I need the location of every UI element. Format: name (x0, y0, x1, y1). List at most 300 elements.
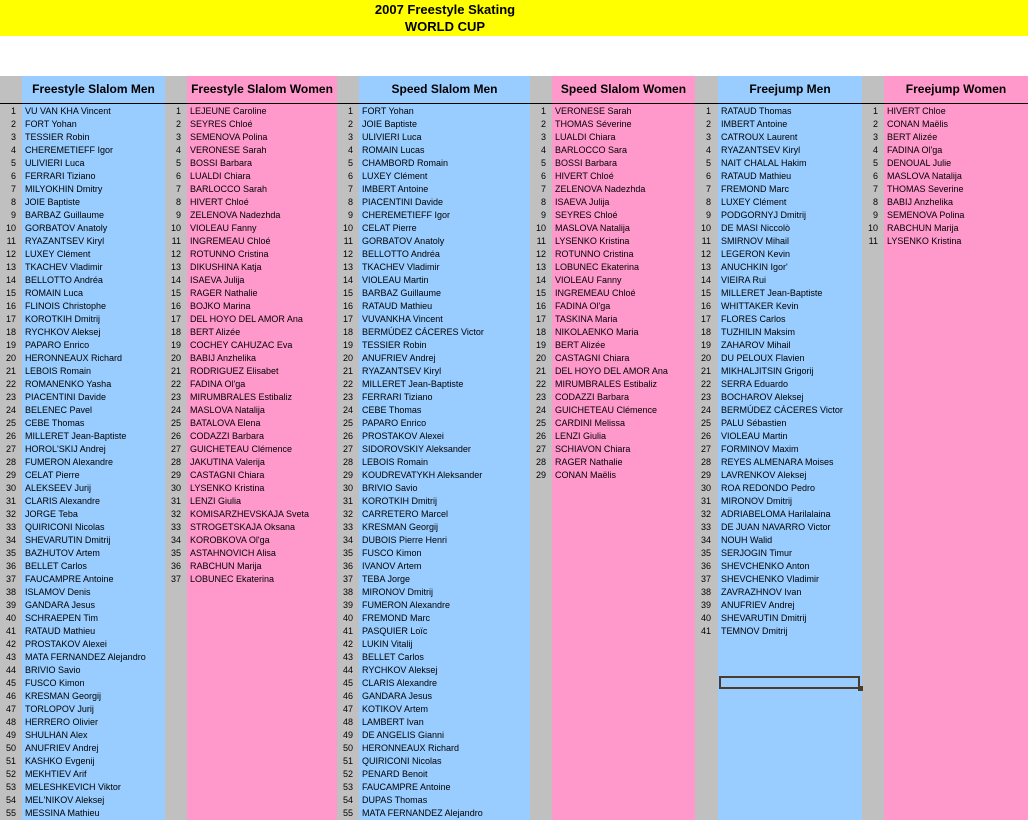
rank-number[interactable]: 43 (5, 652, 16, 662)
rank-number[interactable]: 7 (10, 184, 16, 194)
rank-number[interactable]: 4 (10, 145, 16, 155)
rank-number[interactable]: 21 (170, 366, 181, 376)
rank-number[interactable]: 8 (175, 197, 181, 207)
rank-number[interactable]: 31 (5, 496, 16, 506)
rank-number[interactable]: 49 (342, 730, 353, 740)
column-header[interactable]: Speed Slalom Men (391, 82, 498, 96)
athlete-name[interactable]: ISAEVA Julija (190, 275, 245, 285)
rank-number[interactable]: 4 (705, 145, 711, 155)
athlete-name[interactable]: BELLET Carlos (362, 652, 424, 662)
athlete-name[interactable]: RAGER Nathalie (555, 457, 623, 467)
athlete-name[interactable]: ULIVIERI Luca (25, 158, 85, 168)
rank-number[interactable]: 3 (347, 132, 353, 142)
rank-number[interactable]: 24 (535, 405, 546, 415)
athlete-name[interactable]: COCHEY CAHUZAC Eva (190, 340, 293, 350)
athlete-name[interactable]: VIOLEAU Martin (362, 275, 429, 285)
athlete-name[interactable]: MILLERET Jean-Baptiste (25, 431, 127, 441)
athlete-name[interactable]: RODRIGUEZ Elisabet (190, 366, 279, 376)
athlete-name[interactable]: CONAN Maëlis (887, 119, 949, 129)
athlete-name[interactable]: TEBA Jorge (362, 574, 411, 584)
athlete-name[interactable]: FAUCAMPRE Antoine (362, 782, 451, 792)
athlete-name[interactable]: ZELENOVA Nadezhda (190, 210, 281, 220)
athlete-name[interactable]: FREMOND Marc (362, 613, 430, 623)
rank-number[interactable]: 41 (342, 626, 353, 636)
rank-number[interactable]: 2 (705, 119, 711, 129)
rank-number[interactable]: 11 (343, 236, 353, 246)
rank-number[interactable]: 17 (5, 314, 16, 324)
rank-number[interactable]: 32 (5, 509, 16, 519)
rank-number[interactable]: 14 (342, 275, 353, 285)
athlete-name[interactable]: FORT Yohan (25, 119, 77, 129)
athlete-name[interactable]: DEL HOYO DEL AMOR Ana (190, 314, 303, 324)
rank-number[interactable]: 37 (342, 574, 353, 584)
athlete-name[interactable]: IMBERT Antoine (721, 119, 788, 129)
rank-number[interactable]: 18 (5, 327, 16, 337)
athlete-name[interactable]: VERONESE Sarah (555, 106, 632, 116)
athlete-name[interactable]: TESSIER Robin (362, 340, 427, 350)
athlete-name[interactable]: RYAZANTSEV Kiryl (721, 145, 801, 155)
athlete-name[interactable]: DENOUAL Julie (887, 158, 952, 168)
rank-number[interactable]: 10 (5, 223, 16, 233)
athlete-name[interactable]: LYSENKO Kristina (190, 483, 265, 493)
rank-number[interactable]: 26 (700, 431, 711, 441)
athlete-name[interactable]: ROMANENKO Yasha (25, 379, 112, 389)
athlete-name[interactable]: DE ANGELIS Gianni (362, 730, 445, 740)
athlete-name[interactable]: ADRIABELOMA Harilalaina (721, 509, 831, 519)
rank-number[interactable]: 38 (342, 587, 353, 597)
rank-number[interactable]: 22 (170, 379, 181, 389)
athlete-name[interactable]: CLARIS Alexandre (25, 496, 101, 506)
rank-number[interactable]: 2 (175, 119, 181, 129)
athlete-name[interactable]: RATAUD Thomas (721, 106, 792, 116)
athlete-name[interactable]: ROTUNNO Cristina (555, 249, 634, 259)
athlete-name[interactable]: FORT Yohan (362, 106, 414, 116)
athlete-name[interactable]: LOBUNEC Ekaterina (555, 262, 640, 272)
rank-number[interactable]: 31 (170, 496, 181, 506)
athlete-name[interactable]: FLORES Carlos (721, 314, 786, 324)
athlete-name[interactable]: LUALDI Chiara (555, 132, 616, 142)
athlete-name[interactable]: LAMBERT Ivan (362, 717, 424, 727)
athlete-name[interactable]: CELAT Pierre (25, 470, 80, 480)
rank-number[interactable]: 6 (872, 171, 878, 181)
athlete-name[interactable]: DUPAS Thomas (362, 795, 428, 805)
athlete-name[interactable]: RABCHUN Marija (190, 561, 262, 571)
rank-number[interactable]: 15 (5, 288, 16, 298)
rank-number[interactable]: 12 (700, 249, 711, 259)
athlete-name[interactable]: JOIE Baptiste (362, 119, 418, 129)
rank-number[interactable]: 14 (535, 275, 546, 285)
rank-number[interactable]: 14 (5, 275, 16, 285)
rank-number[interactable]: 23 (342, 392, 353, 402)
athlete-name[interactable]: NAIT CHALAL Hakim (721, 158, 807, 168)
rank-number[interactable]: 6 (705, 171, 711, 181)
athlete-name[interactable]: VU VAN KHA Vincent (25, 106, 111, 116)
athlete-name[interactable]: TKACHEV Vladimir (25, 262, 103, 272)
rank-number[interactable]: 24 (5, 405, 16, 415)
rank-number[interactable]: 16 (5, 301, 16, 311)
athlete-name[interactable]: ANUCHKIN Igor' (721, 262, 788, 272)
rank-number[interactable]: 33 (170, 522, 181, 532)
rank-number[interactable]: 19 (342, 340, 353, 350)
athlete-name[interactable]: NOUH Walid (721, 535, 773, 545)
athlete-name[interactable]: ROTUNNO Cristina (190, 249, 269, 259)
rank-number[interactable]: 24 (170, 405, 181, 415)
athlete-name[interactable]: VIOLEAU Martin (721, 431, 788, 441)
athlete-name[interactable]: LUALDI Chiara (190, 171, 251, 181)
athlete-name[interactable]: HIVERT Chloe (887, 106, 946, 116)
rank-number[interactable]: 55 (342, 808, 353, 818)
rank-number[interactable]: 12 (535, 249, 546, 259)
rank-number[interactable]: 18 (170, 327, 181, 337)
rank-number[interactable]: 28 (5, 457, 16, 467)
athlete-name[interactable]: KOROBKOVA Ol'ga (190, 535, 270, 545)
rank-number[interactable]: 20 (170, 353, 181, 363)
rank-number[interactable]: 11 (6, 236, 16, 246)
athlete-name[interactable]: SHEVARUTIN Dmitrij (721, 613, 807, 623)
athlete-name[interactable]: LEBOIS Romain (25, 366, 92, 376)
rank-number[interactable]: 39 (700, 600, 711, 610)
athlete-name[interactable]: QUIRICONI Nicolas (25, 522, 105, 532)
rank-number[interactable]: 27 (170, 444, 181, 454)
athlete-name[interactable]: SERRA Eduardo (721, 379, 789, 389)
rank-number[interactable]: 49 (5, 730, 16, 740)
rank-number[interactable]: 55 (5, 808, 16, 818)
rank-number[interactable]: 5 (705, 158, 711, 168)
athlete-name[interactable]: BABIJ Anzhelika (190, 353, 257, 363)
rank-number[interactable]: 29 (342, 470, 353, 480)
athlete-name[interactable]: DE MASI Niccolò (721, 223, 791, 233)
rank-number[interactable]: 25 (700, 418, 711, 428)
rank-number[interactable]: 32 (700, 509, 711, 519)
rank-number[interactable]: 21 (342, 366, 353, 376)
rank-number[interactable]: 1 (872, 106, 878, 116)
athlete-name[interactable]: CELAT Pierre (362, 223, 417, 233)
athlete-name[interactable]: HOROL'SKIJ Andrej (25, 444, 106, 454)
athlete-name[interactable]: CASTAGNI Chiara (190, 470, 265, 480)
rank-number[interactable]: 31 (342, 496, 353, 506)
rank-number[interactable]: 11 (701, 236, 711, 246)
rank-number[interactable]: 45 (342, 678, 353, 688)
athlete-name[interactable]: LUXEY Clément (721, 197, 787, 207)
athlete-name[interactable]: JORGE Teba (25, 509, 78, 519)
athlete-name[interactable]: PAPARO Enrico (25, 340, 90, 350)
athlete-name[interactable]: SMIRNOV Mihail (721, 236, 790, 246)
rank-number[interactable]: 29 (535, 470, 546, 480)
rank-number[interactable]: 39 (342, 600, 353, 610)
athlete-name[interactable]: FADINA Ol'ga (887, 145, 943, 155)
rank-number[interactable]: 33 (342, 522, 353, 532)
rank-number[interactable]: 47 (5, 704, 16, 714)
athlete-name[interactable]: VIEIRA Rui (721, 275, 767, 285)
athlete-name[interactable]: CARDINI Melissa (555, 418, 626, 428)
athlete-name[interactable]: BERT Alizée (190, 327, 241, 337)
athlete-name[interactable]: LEGERON Kevin (721, 249, 791, 259)
rank-number[interactable]: 1 (175, 106, 181, 116)
rank-number[interactable]: 22 (5, 379, 16, 389)
athlete-name[interactable]: MEL'NIKOV Aleksej (25, 795, 105, 805)
rank-number[interactable]: 36 (342, 561, 353, 571)
rank-number[interactable]: 7 (872, 184, 878, 194)
athlete-name[interactable]: TORLOPOV Jurij (25, 704, 94, 714)
athlete-name[interactable]: BERMÚDEZ CÁCERES Victor (362, 327, 484, 337)
rank-number[interactable]: 9 (10, 210, 16, 220)
rank-number[interactable]: 36 (170, 561, 181, 571)
athlete-name[interactable]: BELLOTTO Andréa (362, 249, 440, 259)
athlete-name[interactable]: BRIVIO Savio (25, 665, 81, 675)
athlete-name[interactable]: VERONESE Sarah (190, 145, 267, 155)
rank-number[interactable]: 40 (342, 613, 353, 623)
athlete-name[interactable]: CODAZZI Barbara (555, 392, 630, 402)
rank-number[interactable]: 14 (170, 275, 181, 285)
athlete-name[interactable]: BELENEC Pavel (25, 405, 93, 415)
column-header[interactable]: Speed Slalom Women (560, 82, 687, 96)
athlete-name[interactable]: RAGER Nathalie (190, 288, 258, 298)
rank-number[interactable]: 6 (540, 171, 546, 181)
rank-number[interactable]: 26 (535, 431, 546, 441)
athlete-name[interactable]: ULIVIERI Luca (362, 132, 422, 142)
athlete-name[interactable]: THOMAS Séverine (555, 119, 632, 129)
rank-number[interactable]: 16 (535, 301, 546, 311)
rank-number[interactable]: 10 (700, 223, 711, 233)
athlete-name[interactable]: LUXEY Clément (25, 249, 91, 259)
rank-number[interactable]: 10 (342, 223, 353, 233)
rank-number[interactable]: 8 (872, 197, 878, 207)
athlete-name[interactable]: FORMINOV Maxim (721, 444, 799, 454)
athlete-name[interactable]: VIOLEAU Fanny (190, 223, 257, 233)
rank-number[interactable]: 2 (10, 119, 16, 129)
rank-number[interactable]: 25 (5, 418, 16, 428)
rank-number[interactable]: 17 (700, 314, 711, 324)
athlete-name[interactable]: BOCHAROV Aleksej (721, 392, 804, 402)
rank-number[interactable]: 28 (342, 457, 353, 467)
athlete-name[interactable]: BERMÚDEZ CÁCERES Victor (721, 405, 843, 415)
athlete-name[interactable]: QUIRICONI Nicolas (362, 756, 442, 766)
athlete-name[interactable]: ASTAHNOVICH Alisa (190, 548, 276, 558)
athlete-name[interactable]: PROSTAKOV Alexei (362, 431, 444, 441)
rank-number[interactable]: 8 (347, 197, 353, 207)
rank-number[interactable]: 5 (872, 158, 878, 168)
athlete-name[interactable]: KOMISARZHEVSKAJA Sveta (190, 509, 310, 519)
athlete-name[interactable]: BOSSI Barbara (555, 158, 618, 168)
rank-number[interactable]: 25 (170, 418, 181, 428)
athlete-name[interactable]: FUSCO Kimon (362, 548, 422, 558)
rank-number[interactable]: 32 (342, 509, 353, 519)
athlete-name[interactable]: BARLOCCO Sara (555, 145, 628, 155)
athlete-name[interactable]: PALU Sébastien (721, 418, 787, 428)
athlete-name[interactable]: MIKHALJITSIN Grigorij (721, 366, 814, 376)
rank-number[interactable]: 29 (700, 470, 711, 480)
rank-number[interactable]: 9 (540, 210, 546, 220)
athlete-name[interactable]: MASLOVA Natalija (887, 171, 962, 181)
athlete-name[interactable]: BAZHUTOV Artem (25, 548, 100, 558)
rank-number[interactable]: 20 (535, 353, 546, 363)
rank-number[interactable]: 25 (535, 418, 546, 428)
athlete-name[interactable]: ANUFRIEV Andrej (25, 743, 99, 753)
athlete-name[interactable]: BRIVIO Savio (362, 483, 418, 493)
rank-number[interactable]: 4 (872, 145, 878, 155)
athlete-name[interactable]: FAUCAMPRE Antoine (25, 574, 114, 584)
athlete-name[interactable]: GUICHETEAU Clémence (190, 444, 293, 454)
athlete-name[interactable]: BABIJ Anzhelika (887, 197, 954, 207)
rank-number[interactable]: 32 (170, 509, 181, 519)
athlete-name[interactable]: SIDOROVSKIY Aleksander (362, 444, 471, 454)
rank-number[interactable]: 7 (705, 184, 711, 194)
rank-number[interactable]: 6 (347, 171, 353, 181)
rank-number[interactable]: 25 (342, 418, 353, 428)
athlete-name[interactable]: DU PELOUX Flavien (721, 353, 805, 363)
athlete-name[interactable]: WHITTAKER Kevin (721, 301, 799, 311)
athlete-name[interactable]: SEMENOVA Polina (887, 210, 965, 220)
rank-number[interactable]: 12 (5, 249, 16, 259)
rank-number[interactable]: 53 (5, 782, 16, 792)
athlete-name[interactable]: SHEVARUTIN Dmitrij (25, 535, 111, 545)
athlete-name[interactable]: DE JUAN NAVARRO Victor (721, 522, 831, 532)
rank-number[interactable]: 40 (700, 613, 711, 623)
athlete-name[interactable]: KRESMAN Georgij (25, 691, 102, 701)
athlete-name[interactable]: LYSENKO Kristina (555, 236, 630, 246)
athlete-name[interactable]: CARRETERO Marcel (362, 509, 449, 519)
rank-number[interactable]: 27 (535, 444, 546, 454)
athlete-name[interactable]: HERONNEAUX Richard (25, 353, 123, 363)
rank-number[interactable]: 10 (535, 223, 546, 233)
rank-number[interactable]: 21 (5, 366, 16, 376)
athlete-name[interactable]: LUKIN Vitalij (362, 639, 413, 649)
athlete-name[interactable]: ANUFRIEV Andrej (362, 353, 436, 363)
athlete-name[interactable]: LOBUNEC Ekaterina (190, 574, 275, 584)
rank-number[interactable]: 26 (5, 431, 16, 441)
rank-number[interactable]: 4 (175, 145, 181, 155)
rank-number[interactable]: 7 (540, 184, 546, 194)
rank-number[interactable]: 29 (5, 470, 16, 480)
athlete-name[interactable]: FREMOND Marc (721, 184, 789, 194)
rank-number[interactable]: 3 (175, 132, 181, 142)
athlete-name[interactable]: SEYRES Chloé (190, 119, 253, 129)
rank-number[interactable]: 8 (10, 197, 16, 207)
rank-number[interactable]: 18 (342, 327, 353, 337)
rank-number[interactable]: 8 (540, 197, 546, 207)
athlete-name[interactable]: MATA FERNANDEZ Alejandro (25, 652, 146, 662)
rank-number[interactable]: 20 (5, 353, 16, 363)
athlete-name[interactable]: FERRARI Tiziano (25, 171, 96, 181)
athlete-name[interactable]: SEYRES Chloé (555, 210, 618, 220)
athlete-name[interactable]: MASLOVA Natalija (190, 405, 265, 415)
rank-number[interactable]: 51 (342, 756, 353, 766)
rank-number[interactable]: 23 (535, 392, 546, 402)
athlete-name[interactable]: RYAZANTSEV Kiryl (25, 236, 105, 246)
athlete-name[interactable]: FUMERON Alexandre (25, 457, 114, 467)
rank-number[interactable]: 13 (535, 262, 546, 272)
rank-number[interactable]: 23 (170, 392, 181, 402)
athlete-name[interactable]: TASKINA Maria (555, 314, 618, 324)
athlete-name[interactable]: JOIE Baptiste (25, 197, 81, 207)
rank-number[interactable]: 7 (347, 184, 353, 194)
rank-number[interactable]: 19 (535, 340, 546, 350)
rank-number[interactable]: 27 (700, 444, 711, 454)
athlete-name[interactable]: FUMERON Alexandre (362, 600, 451, 610)
athlete-name[interactable]: GANDARA Jesus (362, 691, 433, 701)
rank-number[interactable]: 34 (170, 535, 181, 545)
rank-number[interactable]: 42 (342, 639, 353, 649)
athlete-name[interactable]: SEMENOVA Polina (190, 132, 268, 142)
rank-number[interactable]: 48 (5, 717, 16, 727)
athlete-name[interactable]: RABCHUN Marija (887, 223, 959, 233)
rank-number[interactable]: 6 (175, 171, 181, 181)
rank-number[interactable]: 48 (342, 717, 353, 727)
rank-number[interactable]: 5 (175, 158, 181, 168)
athlete-name[interactable]: TUZHILIN Maksim (721, 327, 795, 337)
athlete-name[interactable]: PIACENTINI Davide (362, 197, 444, 207)
athlete-name[interactable]: ZAHAROV Mihail (721, 340, 791, 350)
athlete-name[interactable]: STROGETSKAJA Oksana (190, 522, 296, 532)
rank-number[interactable]: 38 (5, 587, 16, 597)
athlete-name[interactable]: REYES ALMENARA Moises (721, 457, 834, 467)
athlete-name[interactable]: BATALOVA Elena (190, 418, 261, 428)
rank-number[interactable]: 16 (700, 301, 711, 311)
athlete-name[interactable]: CODAZZI Barbara (190, 431, 265, 441)
athlete-name[interactable]: KOROTKIH Dmitrij (362, 496, 437, 506)
rank-number[interactable]: 4 (347, 145, 353, 155)
rank-number[interactable]: 5 (347, 158, 353, 168)
rank-number[interactable]: 15 (700, 288, 711, 298)
athlete-name[interactable]: RYCHKOV Aleksej (25, 327, 101, 337)
athlete-name[interactable]: CEBE Thomas (25, 418, 85, 428)
athlete-name[interactable]: ZAVRAZHNOV Ivan (721, 587, 802, 597)
rank-number[interactable]: 30 (170, 483, 181, 493)
athlete-name[interactable]: TEMNOV Dmitrij (721, 626, 788, 636)
athlete-name[interactable]: INGREMEAU Chloé (555, 288, 636, 298)
athlete-name[interactable]: GANDARA Jesus (25, 600, 96, 610)
rank-number[interactable]: 2 (872, 119, 878, 129)
athlete-name[interactable]: KOROTKIH Dmitrij (25, 314, 100, 324)
athlete-name[interactable]: TESSIER Robin (25, 132, 90, 142)
rank-number[interactable]: 3 (872, 132, 878, 142)
rank-number[interactable]: 2 (540, 119, 546, 129)
athlete-name[interactable]: KASHKO Evgenij (25, 756, 95, 766)
rank-number[interactable]: 17 (342, 314, 353, 324)
rank-number[interactable]: 52 (5, 769, 16, 779)
athlete-name[interactable]: ROMAIN Lucas (362, 145, 425, 155)
athlete-name[interactable]: BARBAZ Guillaume (362, 288, 442, 298)
athlete-name[interactable]: FLINOIS Christophe (25, 301, 107, 311)
rank-number[interactable]: 30 (342, 483, 353, 493)
rank-number[interactable]: 22 (700, 379, 711, 389)
athlete-name[interactable]: BARLOCCO Sarah (190, 184, 268, 194)
rank-number[interactable]: 5 (540, 158, 546, 168)
rank-number[interactable]: 1 (540, 106, 546, 116)
rank-number[interactable]: 36 (5, 561, 16, 571)
athlete-name[interactable]: ROA REDONDO Pedro (721, 483, 816, 493)
athlete-name[interactable]: INGREMEAU Chloé (190, 236, 271, 246)
rank-number[interactable]: 50 (5, 743, 16, 753)
rank-number[interactable]: 13 (700, 262, 711, 272)
athlete-name[interactable]: LEJEUNE Caroline (190, 106, 267, 116)
athlete-name[interactable]: VUVANKHA Vincent (362, 314, 443, 324)
rank-number[interactable]: 14 (700, 275, 711, 285)
athlete-name[interactable]: LUXEY Clément (362, 171, 428, 181)
athlete-name[interactable]: PIACENTINI Davide (25, 392, 107, 402)
rank-number[interactable]: 28 (170, 457, 181, 467)
athlete-name[interactable]: CEBE Thomas (362, 405, 422, 415)
athlete-name[interactable]: RYAZANTSEV Kiryl (362, 366, 442, 376)
athlete-name[interactable]: MILLERET Jean-Baptiste (721, 288, 823, 298)
rank-number[interactable]: 41 (700, 626, 711, 636)
athlete-name[interactable]: CHEREMETIEFF Igor (362, 210, 451, 220)
athlete-name[interactable]: MIRONOV Dmitrij (721, 496, 792, 506)
rank-number[interactable]: 37 (170, 574, 181, 584)
athlete-name[interactable]: BOJKO Marina (190, 301, 251, 311)
athlete-name[interactable]: JAKUTINA Valerija (190, 457, 265, 467)
rank-number[interactable]: 35 (5, 548, 16, 558)
